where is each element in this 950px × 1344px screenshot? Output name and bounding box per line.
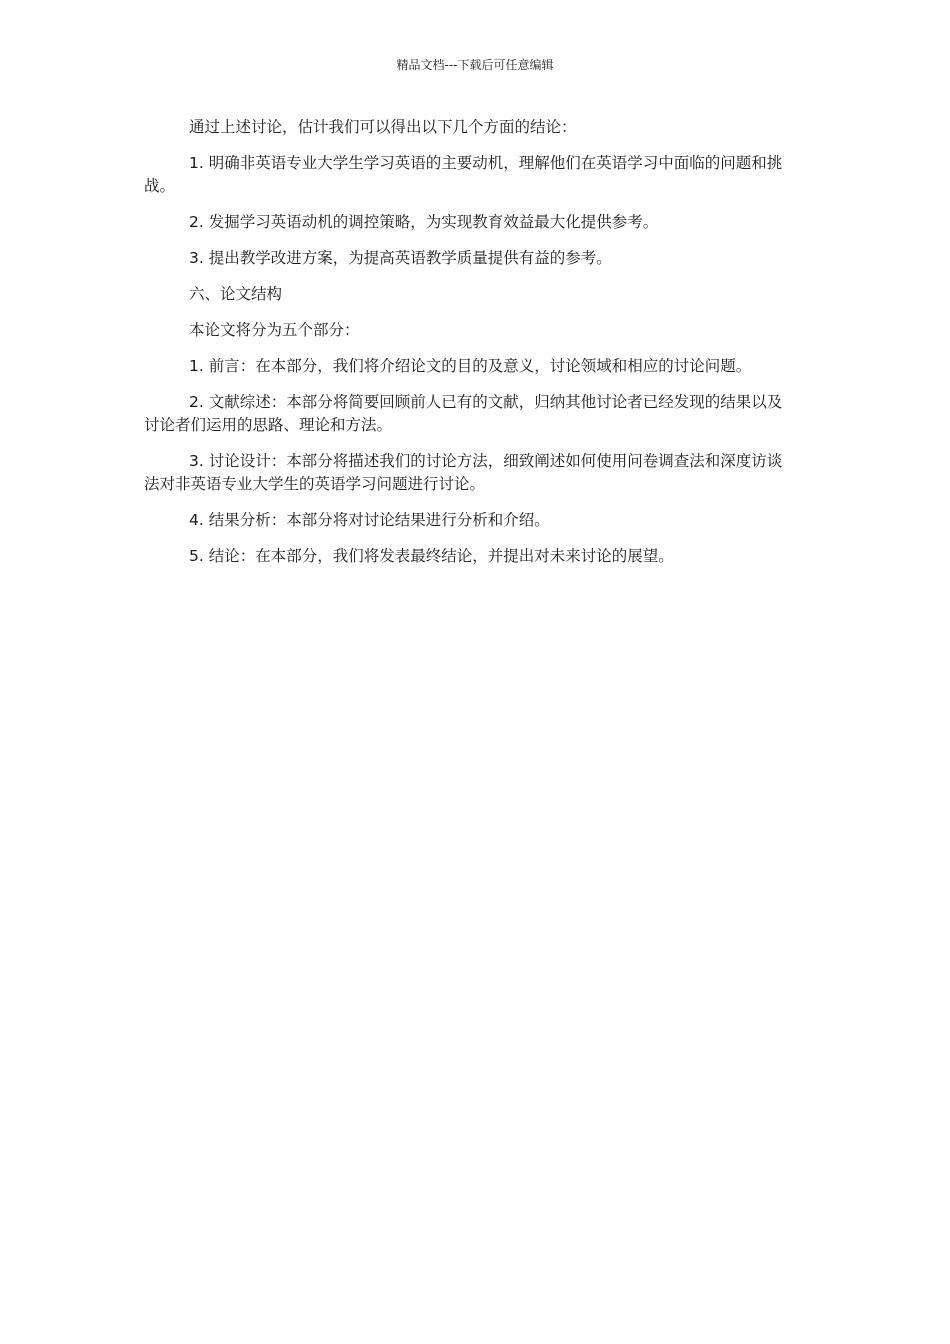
- paragraph-structure-intro: 本论文将分为五个部分：: [189, 321, 360, 339]
- paragraph-conclusion-2: 2. 发掘学习英语动机的调控策略，为实现教育效益最大化提供参考。: [189, 213, 659, 231]
- paragraph-conclusion-3: 3. 提出教学改进方案，为提高英语教学质量提供有益的参考。: [189, 249, 612, 267]
- page-header: 精品文档---下载后可任意编辑: [396, 58, 554, 72]
- section-heading-structure: 六、论文结构: [189, 285, 283, 303]
- paragraph-conclusions-intro: 通过上述讨论，估计我们可以得出以下几个方面的结论：: [189, 118, 577, 136]
- document-body: [144, 116, 792, 581]
- paragraph-part-3: 3. 讨论设计：本部分将描述我们的讨论方法，细致阐述如何使用问卷调查法和深度访谈法对非英语专业大学生的英语学习问题进行讨论。: [144, 452, 783, 493]
- paragraph-part-5: 5. 结论：在本部分，我们将发表最终结论，并提出对未来讨论的展望。: [189, 547, 674, 565]
- paragraph-part-2: 2. 文献综述：本部分将简要回顾前人已有的文献，归纳其他讨论者已经发现的结果以及讨论者们运用的思路、理论和方法。: [144, 393, 783, 434]
- paragraph-conclusion-1: 1. 明确非英语专业大学生学习英语的主要动机，理解他们在英语学习中面临的问题和挑战。: [144, 154, 783, 195]
- paragraph-part-4: 4. 结果分析：本部分将对讨论结果进行分析和介绍。: [189, 511, 550, 529]
- paragraph-part-1: 1. 前言：在本部分，我们将介绍论文的目的及意义，讨论领域和相应的讨论问题。: [189, 357, 752, 375]
